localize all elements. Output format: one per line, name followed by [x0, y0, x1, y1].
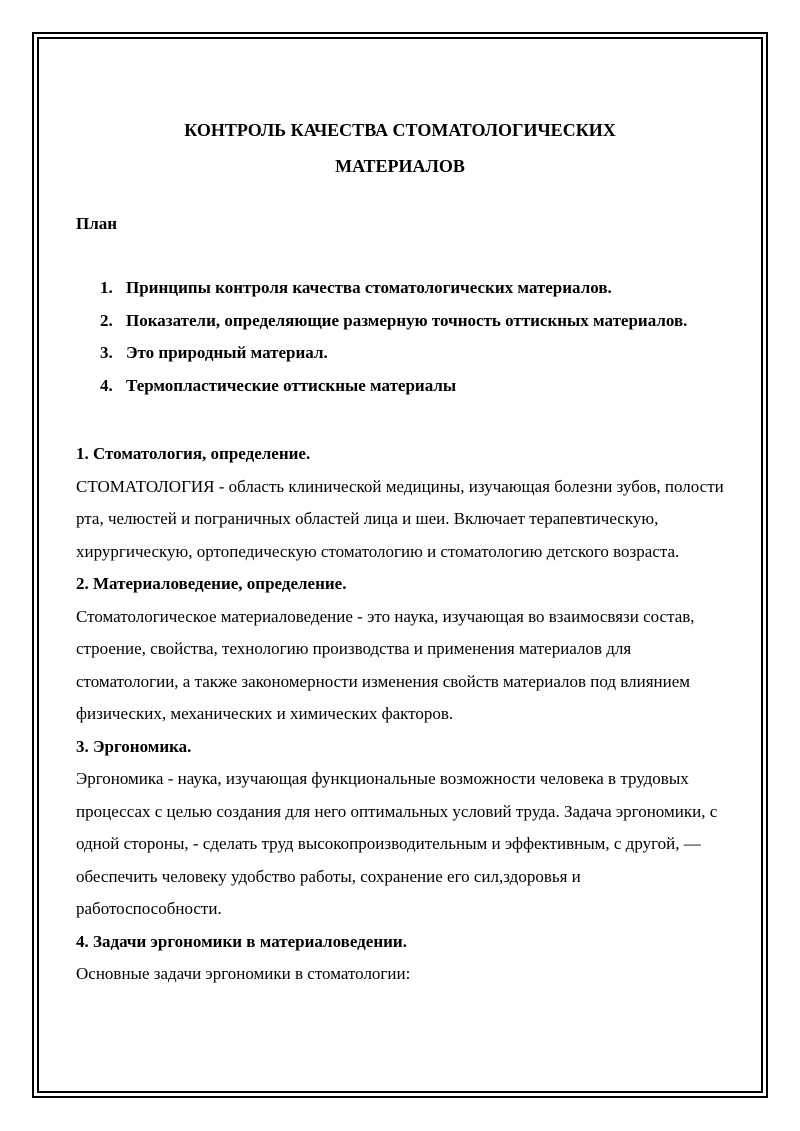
plan-item-number: 4.: [100, 375, 113, 395]
plan-label: План: [76, 214, 118, 233]
plan-item-text: Это природный материал.: [126, 343, 328, 362]
title-line-1: КОНТРОЛЬ КАЧЕСТВА СТОМАТОЛОГИЧЕСКИХ: [184, 120, 616, 140]
document-title: [76, 112, 724, 184]
section-4-body: Основные задачи эргономики в стоматологии:: [76, 964, 411, 983]
document-content: [76, 112, 724, 991]
plan-item-number: 1.: [100, 278, 113, 297]
title-line-2: МАТЕРИАЛОВ: [335, 156, 465, 176]
section-1-body: СТОМАТОЛОГИЯ - область клинической медицины, изучающая болезни зубов, полости рта, челюстей и пограничных областей лица и шеи. Включает терапевтическую, хирургическую, ортопедическую стоматологию и стоматологию детского возраста.: [76, 476, 724, 561]
section-3-body: Эргономика - наука, изучающая функциональные возможности человека в трудовых процессах с целью создания для него оптимальных условий труда. Задача эргономики, с одной стороны, - сделать труд высокопроизводительным и эффективным, с другой, — обеспечить человеку удобство работы, сохранение его сил,здоровья и работоспособности.: [76, 769, 718, 918]
plan-item-text: Термопластические оттискные материалы: [126, 375, 457, 395]
plan-item-3: [76, 337, 724, 370]
section-2-heading: 2. Материаловедение, определение.: [76, 574, 347, 593]
sections: [76, 438, 724, 991]
plan-item-1: [76, 272, 724, 305]
section-4-heading: 4. Задачи эргономики в материаловедении.: [76, 931, 407, 951]
section-2-body: Стоматологическое материаловедение - это наука, изучающая во взаимосвязи состав, строение, свойства, технологию производства и применения материалов для стоматологии, а также закономерности изменения свойств материалов под влиянием физических, механических и химических факторов.: [76, 606, 695, 723]
plan-item-number: 2.: [100, 310, 113, 330]
plan-item-text: Показатели, определяющие размерную точность оттискных материалов.: [126, 310, 688, 330]
section-3-heading: 3. Эргономика.: [76, 736, 192, 756]
plan-list: [76, 272, 724, 402]
plan-item-text: Принципы контроля качества стоматологических материалов.: [126, 278, 612, 297]
section-1-heading: 1. Стоматология, определение.: [76, 444, 311, 463]
plan-item-2: [76, 305, 724, 338]
plan-item-number: 3.: [100, 343, 113, 362]
plan-item-4: [76, 370, 724, 403]
